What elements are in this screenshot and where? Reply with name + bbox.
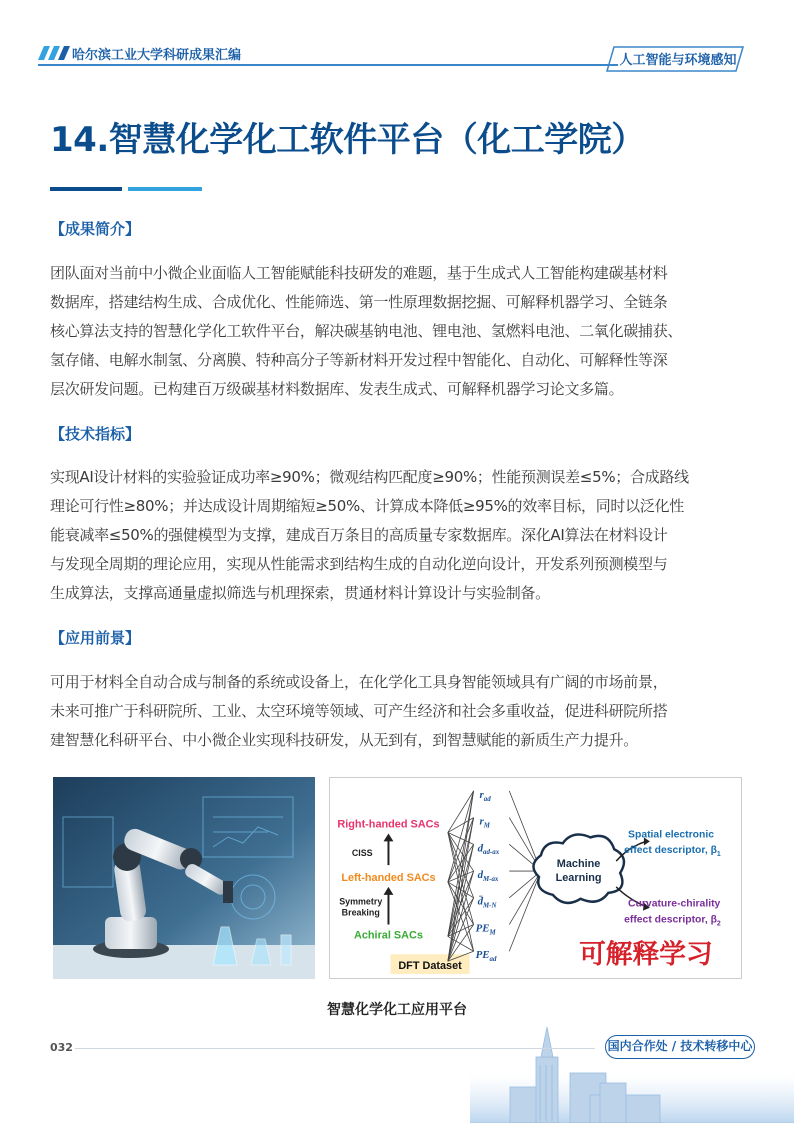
svg-text:effect descriptor, β2: effect descriptor, $\beta_2$ (624, 914, 721, 928)
page-title: 14.智慧化学化工软件平台（化工学院） (50, 120, 645, 160)
paragraph-line: 层次研发问题。已构建百万级碳基材料数据库、发表生成式、可解释机器学习论文多篇。 (50, 380, 624, 398)
section-heading-prospects: 【应用前景】 (50, 629, 141, 647)
svg-text:dad-ax: $d_{ad-ax}$ (477, 842, 500, 857)
section-heading-summary: 【成果简介】 (50, 220, 141, 238)
svg-text:rM: $r_M$ (479, 815, 490, 830)
ml-descriptor-diagram (329, 777, 742, 979)
section-body-prospects (50, 668, 750, 755)
paragraph-line: 未来可推广于科研院所、工业、太空环境等领域、可产生经济和社会多重收益，促进科研院所搭 (50, 702, 668, 720)
title-underline-light (128, 187, 202, 191)
svg-text:rad: $r_{ad}$ (479, 788, 491, 803)
page-number: 032 (50, 1041, 73, 1054)
section-heading-indicators: 【技术指标】 (50, 425, 141, 443)
stage-left-handed: Left-handed SACs (341, 871, 436, 884)
paragraph-line: 实现AI设计材料的实验验证成功率≥90%；微观结构匹配度≥90%；性能预测误差≤5%；合成路线 (50, 468, 689, 486)
footer-rule (75, 1048, 595, 1049)
svg-text:Learning: Learning (555, 871, 602, 884)
paragraph-line: 可用于材料全自动合成与制备的系统或设备上，在化学化工具身智能领域具有广阔的市场前景， (50, 673, 668, 691)
header-stripes-icon (38, 46, 70, 60)
svg-text:Curvature-chirality: Curvature-chirality (628, 898, 721, 910)
svg-text:Spatial electronic: Spatial electronic (628, 829, 714, 841)
figure-caption: 智慧化学化工应用平台 (327, 1002, 467, 1018)
paragraph-line: 与发现全周期的理论应用，实现从性能需求到结构生成的自动化逆向设计，开发系列预测模型与 (50, 555, 668, 573)
paragraph-line: 数据库，搭建结构生成、合成优化、性能筛选、第一性原理数据挖掘、可解释机器学习、全链条 (50, 293, 668, 311)
svg-text:d̄M-N: $d̄_{M-N}$ (477, 895, 497, 910)
paragraph-line: 核心算法支持的智慧化学化工软件平台，解决碳基钠电池、锂电池、氢燃料电池、二氧化碳捕获、 (50, 322, 683, 340)
robot-arm-lab-image (53, 777, 315, 979)
title-underline-dark (50, 187, 122, 191)
header-title: 哈尔滨工业大学科研成果汇编 (72, 48, 242, 63)
header-rule (38, 64, 618, 66)
paragraph-line: 生成算法，支撑高通量虚拟筛选与机理探索，贯通材料计算设计与实验制备。 (50, 584, 550, 602)
stage-breaking: Breaking (341, 907, 380, 918)
svg-text:dM-ax: $d_{M-ax}$ (477, 869, 499, 883)
paragraph-line: 理论可行性≥80%；并达成设计周期缩短≥50%、计算成本降低≥95%的效率目标，同时以泛化性 (50, 497, 684, 515)
section-body-indicators (50, 463, 750, 608)
svg-text:PEad: $PE_{ad}$ (475, 949, 497, 964)
stage-symmetry: Symmetry (339, 896, 383, 907)
svg-text:Machine: Machine (556, 858, 601, 871)
header-tag: 人工智能与环境感知 (619, 53, 737, 68)
footer-department-label: 国内合作处 / 技术转移中心 (607, 1039, 753, 1053)
svg-text:PEM: $PE_M$ (475, 922, 496, 937)
svg-text:effect descriptor, β1: effect descriptor, $\beta_1$ (624, 845, 721, 859)
paragraph-line: 建智慧化科研平台、中小微企业实现科技研发，从无到有，到智慧赋能的新质生产力提升。 (50, 731, 639, 749)
stage-achiral: Achiral SACs (354, 929, 423, 942)
section-body-summary (50, 259, 750, 404)
dft-dataset-label: DFT Dataset (398, 960, 462, 973)
stage-ciss: CISS (351, 848, 373, 859)
stage-right-handed: Right-handed SACs (337, 818, 440, 831)
footer-department-pill (605, 1035, 755, 1059)
paragraph-line: 团队面对当前中小微企业面临人工智能赋能科技研发的难题，基于生成式人工智能构建碳基材料 (50, 264, 668, 282)
interpretable-learning-overlay: 可解释学习 (579, 939, 713, 971)
paragraph-line: 能衰减率≤50%的强健模型为支撑，建成百万条目的高质量专家数据库。深化AI算法在材料设计 (50, 526, 668, 544)
paragraph-line: 氢存储、电解水制氢、分离膜、特种高分子等新材料开发过程中智能化、自动化、可解释性等深 (50, 351, 668, 369)
